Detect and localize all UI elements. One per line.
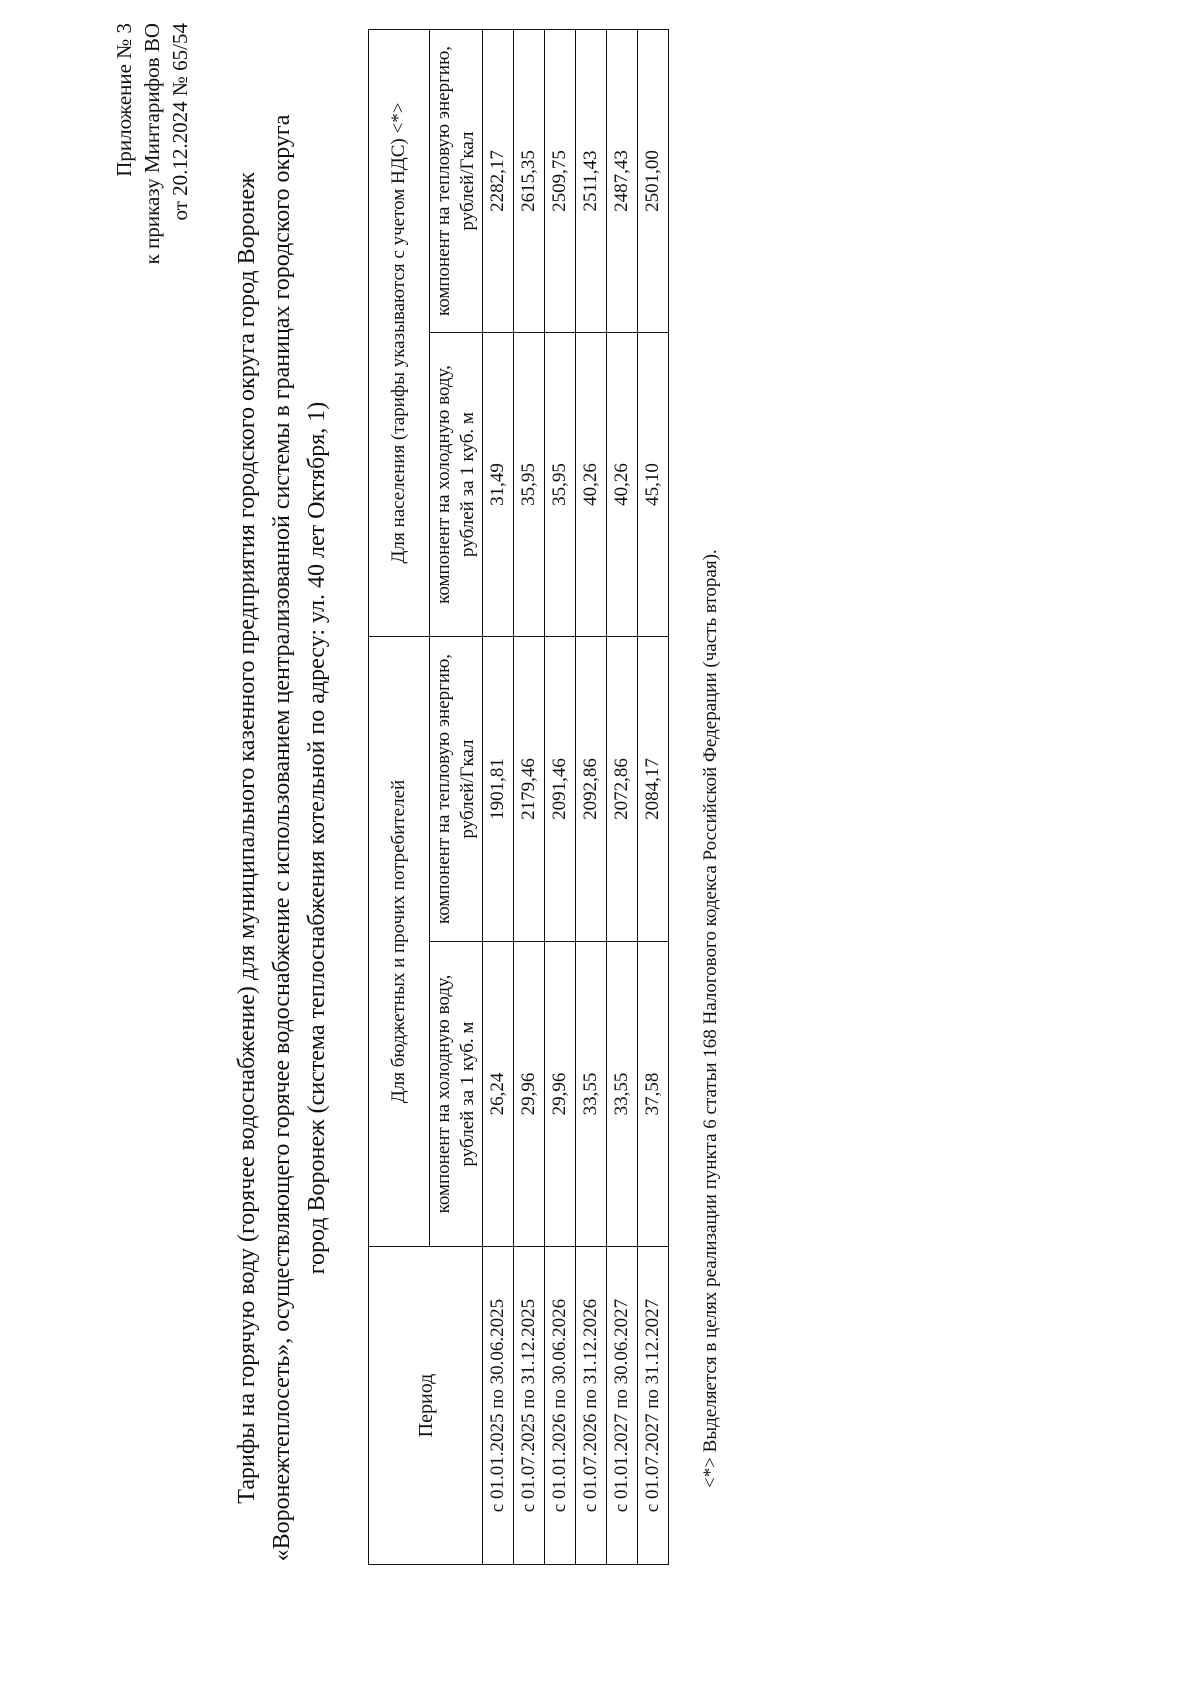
population-header: Для населения (тарифы указываются с учетом НДС) <*> xyxy=(369,30,430,637)
population-cold-water-cell: 35,95 xyxy=(545,333,576,637)
population-heat-energy-cell: 2511,43 xyxy=(576,30,607,333)
budget-heat-energy-cell: 2084,17 xyxy=(638,637,669,942)
table-row xyxy=(514,30,545,1565)
population-cold-water-cell: 31,49 xyxy=(483,333,514,637)
budget-heat-energy-header: компонент на тепловую энергию, рублей/Гкал xyxy=(430,637,483,942)
population-heat-energy-cell: 2509,75 xyxy=(545,30,576,333)
budget-heat-energy-cell: 2091,46 xyxy=(545,637,576,942)
period-cell: с 01.07.2027 по 31.12.2027 xyxy=(638,1247,669,1565)
period-cell: с 01.01.2027 по 30.06.2027 xyxy=(607,1247,638,1565)
budget-heat-energy-cell: 2179,46 xyxy=(514,637,545,942)
table-row xyxy=(607,30,638,1565)
table-row xyxy=(576,30,607,1565)
vat-footnote: <*> Выделяется в целях реализации пункта 6 статьи 168 Налогового кодекса Российской Федерации (часть вторая). xyxy=(700,549,721,1488)
population-heat-energy-cell: 2615,35 xyxy=(514,30,545,333)
budget-cold-water-cell: 33,55 xyxy=(607,942,638,1247)
budget-cold-water-cell: 29,96 xyxy=(545,942,576,1247)
population-cold-water-cell: 45,10 xyxy=(638,333,669,637)
population-heat-energy-cell: 2282,17 xyxy=(483,30,514,333)
table-row xyxy=(483,30,514,1565)
table-header-row-groups xyxy=(369,30,430,1565)
budget-cold-water-cell: 26,24 xyxy=(483,942,514,1247)
period-cell: с 01.07.2025 по 31.12.2025 xyxy=(514,1247,545,1565)
population-cold-water-header: компонент на холодную воду, рублей за 1 куб. м xyxy=(430,333,483,637)
document-title: Тарифы на горячую воду (горячее водоснабжение) для муниципального казенного предприятия городского округа город Воронеж «Воронежтеплосеть», осуществляющего горячее водоснабжение с использованием централизованной системы в границах городского округа город Воронеж (система теплоснабжения котельной по адресу: ул. 40 лет Октября, 1) xyxy=(234,114,330,1562)
period-cell: с 01.01.2025 по 30.06.2025 xyxy=(483,1247,514,1565)
period-column-header: Период xyxy=(369,1247,483,1565)
appendix-header xyxy=(110,23,194,323)
population-heat-energy-header: компонент на тепловую энергию, рублей/Гкал xyxy=(430,30,483,333)
table-row xyxy=(638,30,669,1565)
budget-heat-energy-cell: 2092,86 xyxy=(576,637,607,942)
population-heat-energy-cell: 2487,43 xyxy=(607,30,638,333)
budget-heat-energy-cell: 2072,86 xyxy=(607,637,638,942)
population-cold-water-cell: 40,26 xyxy=(607,333,638,637)
budget-heat-energy-cell: 1901,81 xyxy=(483,637,514,942)
population-cold-water-cell: 40,26 xyxy=(576,333,607,637)
budget-cold-water-cell: 37,58 xyxy=(638,942,669,1247)
budget-cold-water-cell: 29,96 xyxy=(514,942,545,1247)
budget-cold-water-cell: 33,55 xyxy=(576,942,607,1247)
period-cell: с 01.07.2026 по 31.12.2026 xyxy=(576,1247,607,1565)
appendix-order-date: от 20.12.2024 № 65/54 xyxy=(168,23,192,221)
population-heat-energy-cell: 2501,00 xyxy=(638,30,669,333)
appendix-number: Приложение № 3 xyxy=(112,23,136,177)
period-cell: с 01.01.2026 по 30.06.2026 xyxy=(545,1247,576,1565)
tariff-table xyxy=(368,29,669,1565)
table-row xyxy=(545,30,576,1565)
population-cold-water-cell: 35,95 xyxy=(514,333,545,637)
appendix-order-ref: к приказу Минтарифов ВО xyxy=(140,23,164,265)
budget-cold-water-header: компонент на холодную воду, рублей за 1 куб. м xyxy=(430,942,483,1247)
budget-consumers-header: Для бюджетных и прочих потребителей xyxy=(369,637,430,1247)
